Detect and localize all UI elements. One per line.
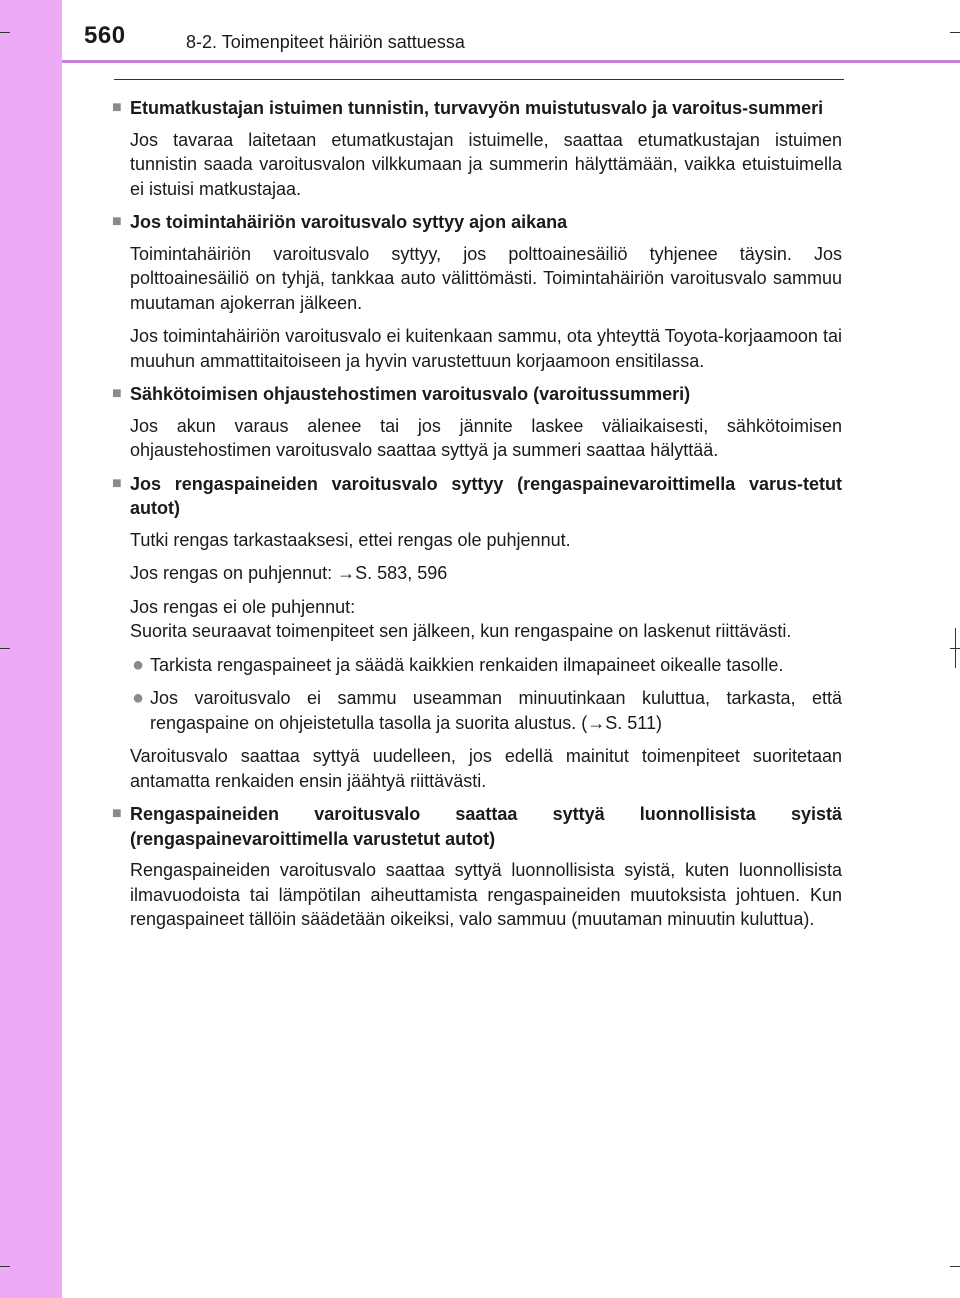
page-content: [112, 96, 842, 941]
section-seat-sensor: [112, 96, 842, 201]
section-heading: [112, 472, 842, 521]
round-bullet-icon: ●: [132, 687, 145, 709]
section-heading: [112, 210, 842, 235]
section-heading: [112, 96, 842, 121]
round-bullet-icon: ●: [132, 653, 145, 676]
heading-text: Jos toimintahäiriön varoitusvalo syttyy ajon aikana: [130, 212, 568, 232]
square-bullet-icon: ■: [112, 474, 122, 492]
square-bullet-icon: ■: [112, 99, 122, 116]
square-bullet-icon: ■: [112, 385, 122, 402]
side-color-band: [0, 0, 62, 1298]
heading-text: Sähkötoimisen ohjaustehostimen varoitusvalo (varoitussummeri): [130, 384, 691, 404]
crop-mark: [0, 1266, 10, 1267]
heading-text: Rengaspaineiden varoitusvalo saattaa syttyä luonnollisista syistä (rengaspainevaroittimella varustetut autot): [130, 804, 842, 849]
paragraph: Rengaspaineiden varoitusvalo saattaa syttyä luonnollisista syistä, kuten luonnollisista ilmavuodoista tai lämpötilan aiheuttamista rengaspaineiden muutoksista johtuen. Kun rengaspaineet tällöin säädetään oikeiksi, valo sammuu (muutaman minuutin kuluttua).: [130, 860, 842, 929]
list-item-text: Tarkista rengaspaineet ja säädä kaikkien renkaiden ilmapaineet oikealle tasolle.: [150, 654, 784, 675]
section-natural-causes: [112, 802, 842, 932]
crop-mark: [950, 32, 960, 33]
paragraph: Varoitusvalo saattaa syttyä uudelleen, jos edellä mainitut toimenpiteet suoritetaan antamatta renkaiden ensin jäähtyä riittävästi.: [130, 746, 842, 791]
square-bullet-icon: ■: [112, 805, 122, 822]
square-bullet-icon: ■: [112, 213, 122, 230]
paragraph: Jos tavaraa laitetaan etumatkustajan istuimelle, saattaa etumatkustajan istuimen tunnistin saada varoitusvalon vilkkumaan ja summerin hälyttämään, vaikka etuistuimella ei istuisi matkustajaa.: [130, 129, 842, 199]
paragraph: [130, 595, 842, 644]
crop-mark: [950, 1266, 960, 1267]
section-heading: [112, 802, 842, 851]
heading-text: Jos rengaspaineiden varoitusvalo syttyy (rengaspainevaroittimella varus-tetut autot): [130, 473, 842, 518]
paragraph: Tutki rengas tarkastaaksesi, ettei rengas ole puhjennut.: [130, 529, 571, 550]
paragraph-line: Jos rengas ei ole puhjennut:: [130, 596, 356, 617]
list-item: [132, 686, 842, 735]
crop-mark: [0, 648, 10, 649]
paragraph: Jos toimintahäiriön varoitusvalo ei kuitenkaan sammu, ota yhteyttä Toyota-korjaamoon tai muuhun ammattitaitoiseen ja hyvin varustettuun korjaamoon ensitilassa.: [130, 326, 842, 371]
section-power-steering: [112, 382, 842, 463]
section-malfunction-light: [112, 210, 842, 373]
crop-mark: [955, 628, 956, 668]
list-item: [132, 653, 842, 678]
header-divider: [62, 60, 960, 63]
paragraph: Jos akun varaus alenee tai jos jännite laskee väliaikaisesti, sähkötoimisen ohjaustehostimen varoitusvalo saattaa syttyä ja summeri saattaa hälyttää.: [130, 415, 842, 460]
heading-text: Etumatkustajan istuimen tunnistin, turvavyön muistutusvalo ja varoitus-summeri: [130, 98, 824, 118]
crop-mark: [0, 32, 10, 33]
paragraph-line: Suorita seuraavat toimenpiteet sen jälkeen, kun rengaspaine on laskenut riittävästi.: [130, 621, 792, 641]
section-tire-pressure: [112, 472, 842, 794]
section-heading: [112, 382, 842, 407]
content-rule: [114, 79, 844, 80]
page-number: 560: [84, 22, 126, 49]
list-item-text: Jos varoitusvalo ei sammu useamman minuutinkaan kuluttua, tarkasta, että rengaspaine on ohjeistetulla tasolla ja suorita alustus. (→S. 511): [150, 688, 842, 733]
paragraph: Toimintahäiriön varoitusvalo syttyy, jos polttoainesäiliö tyhjenee täysin. Jos polttoainesäiliö on tyhjä, tankkaa auto välittömästi. Toimintahäiriön varoitusvalo sammuu muutaman ajokerran jälkeen.: [130, 243, 842, 313]
paragraph-page-reference: Jos rengas on puhjennut: →S. 583, 596: [130, 563, 448, 583]
section-title: 8-2. Toimenpiteet häiriön sattuessa: [186, 32, 465, 52]
